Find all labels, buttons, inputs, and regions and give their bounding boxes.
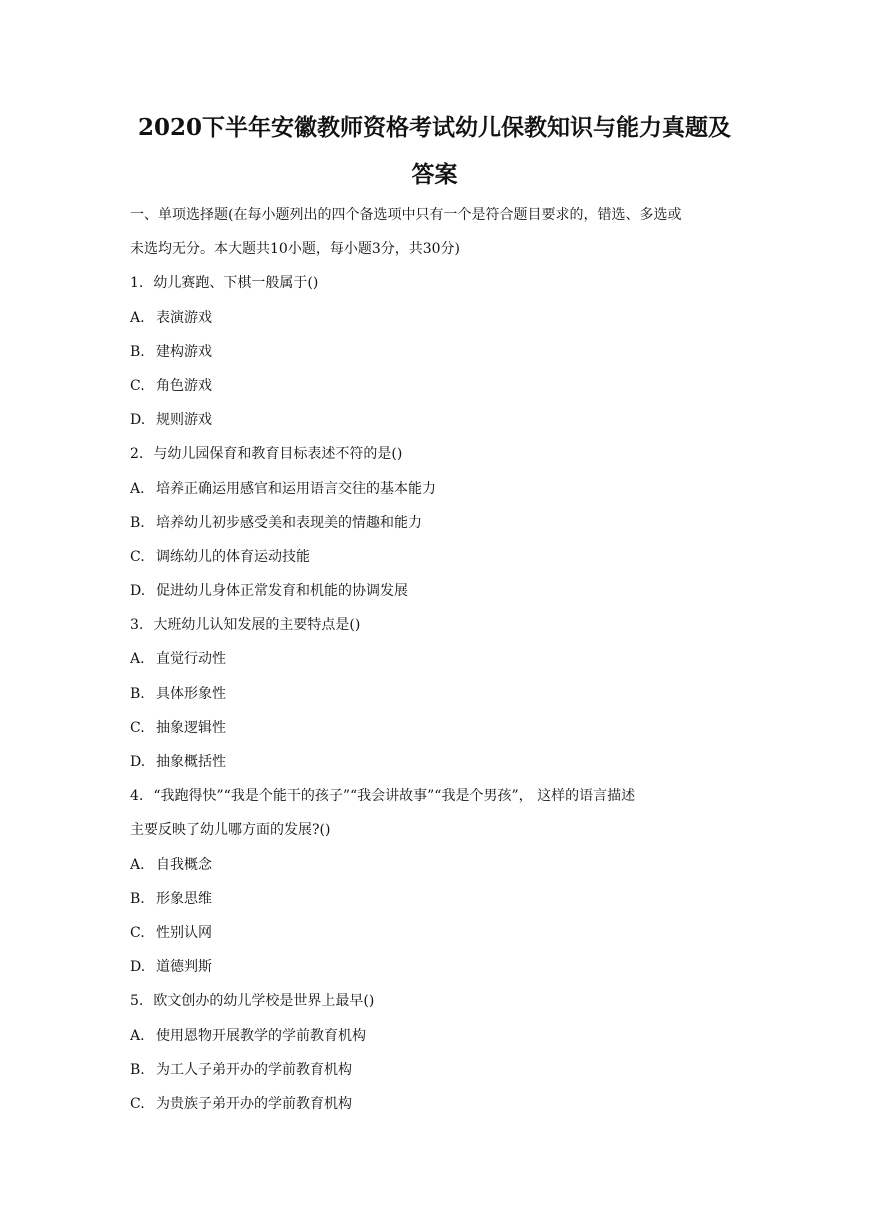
option-letter: A.	[130, 856, 145, 873]
option-text: 使用恩物开展教学的学前教育机构	[156, 1027, 366, 1044]
option-letter: D.	[130, 754, 146, 770]
question-2	[130, 437, 740, 608]
option-a	[130, 848, 740, 882]
question-stem	[130, 779, 740, 813]
option-text: 表演游戏	[156, 309, 212, 326]
document-title-line-1: 2020下半年安徽教师资格考试幼儿保教知识与能力真题及	[137, 114, 731, 141]
option-letter: C.	[130, 924, 145, 941]
option-text: 道德判斯	[156, 959, 212, 976]
option-letter: C.	[130, 377, 145, 394]
question-text: “我跑得快”“我是个能干的孩子”“我会讲故事”“我是个男孩”， 这样的语言描述	[153, 788, 636, 805]
option-d	[130, 745, 740, 779]
option-a	[130, 472, 740, 506]
option-letter: A.	[130, 1027, 145, 1044]
question-4	[130, 779, 740, 984]
question-number: 1.	[130, 275, 144, 292]
option-text: 调练幼儿的体育运动技能	[156, 548, 310, 565]
option-a	[130, 301, 740, 335]
section-heading-line-1: 一、单项选择题(在每小题列出的四个备选项中只有一个是符合题目要求的，错选、多选或	[130, 207, 682, 223]
option-b	[130, 506, 740, 540]
option-a	[130, 642, 740, 676]
option-text: 为工人子弟开办的学前教育机构	[156, 1061, 352, 1078]
question-5	[130, 984, 740, 1121]
option-letter: A.	[130, 651, 145, 668]
option-letter: C.	[130, 719, 145, 736]
option-letter: A.	[130, 309, 145, 326]
option-letter: B.	[130, 343, 145, 360]
option-d	[130, 574, 740, 608]
option-text: 培养幼儿初步感受美和表现美的情趣和能力	[156, 514, 422, 531]
section-heading-line-2: 未选均无分。本大题共10小题，每小题3分，共30分)	[130, 241, 460, 258]
option-b	[130, 1053, 740, 1087]
question-number: 3.	[130, 617, 144, 634]
question-stem	[130, 437, 740, 471]
question-3	[130, 608, 740, 779]
option-c	[130, 1087, 740, 1121]
document-body	[130, 198, 740, 1121]
document-title-line-2: 答案	[411, 161, 458, 188]
question-text: 欧文创办的幼儿学校是世界上最早()	[153, 993, 375, 1010]
option-list	[130, 642, 740, 779]
option-list	[130, 301, 740, 438]
option-letter: B.	[130, 514, 145, 531]
question-stem	[130, 984, 740, 1018]
option-text: 促进幼儿身体正常发育和机能的协调发展	[156, 583, 408, 600]
option-letter: D.	[130, 583, 146, 600]
option-c	[130, 916, 740, 950]
option-letter: C.	[130, 1095, 145, 1112]
question-stem-continued: 主要反映了幼儿哪方面的发展?()	[130, 822, 331, 839]
question-stem	[130, 608, 740, 642]
option-a	[130, 1019, 740, 1053]
option-list	[130, 848, 740, 985]
option-b	[130, 882, 740, 916]
question-number: 4.	[130, 788, 144, 805]
option-letter: D.	[130, 959, 146, 976]
option-d	[130, 950, 740, 984]
option-list	[130, 1019, 740, 1122]
option-text: 抽象逻辑性	[156, 719, 226, 736]
option-letter: D.	[130, 412, 146, 429]
question-1	[130, 266, 740, 437]
option-letter: A.	[130, 480, 145, 497]
question-text: 大班幼儿认知发展的主要特点是()	[153, 617, 361, 634]
option-b	[130, 677, 740, 711]
question-text: 幼儿赛跑、下棋一般属于()	[153, 275, 319, 292]
option-text: 形象思维	[156, 890, 212, 907]
question-text: 与幼儿园保育和教育目标表述不符的是()	[153, 446, 403, 463]
option-c	[130, 711, 740, 745]
option-text: 为贵族子弟开办的学前教育机构	[156, 1095, 352, 1112]
option-letter: B.	[130, 890, 145, 907]
option-letter: B.	[130, 685, 145, 702]
question-number: 5.	[130, 993, 144, 1010]
option-text: 具体形象性	[156, 685, 226, 702]
option-text: 性别认网	[156, 924, 212, 941]
option-text: 抽象概括性	[156, 754, 226, 770]
question-stem	[130, 266, 740, 300]
option-text: 角色游戏	[156, 377, 212, 394]
option-letter: B.	[130, 1061, 145, 1078]
option-letter: C.	[130, 548, 145, 565]
option-text: 培养正确运用感官和运用语言交往的基本能力	[156, 480, 436, 497]
option-text: 建构游戏	[156, 343, 212, 360]
option-b	[130, 335, 740, 369]
option-text: 直觉行动性	[156, 651, 226, 668]
option-d	[130, 403, 740, 437]
option-list	[130, 472, 740, 609]
option-text: 自我概念	[156, 856, 212, 873]
option-c	[130, 540, 740, 574]
question-number: 2.	[130, 446, 144, 463]
option-text: 规则游戏	[156, 412, 212, 429]
option-c	[130, 369, 740, 403]
